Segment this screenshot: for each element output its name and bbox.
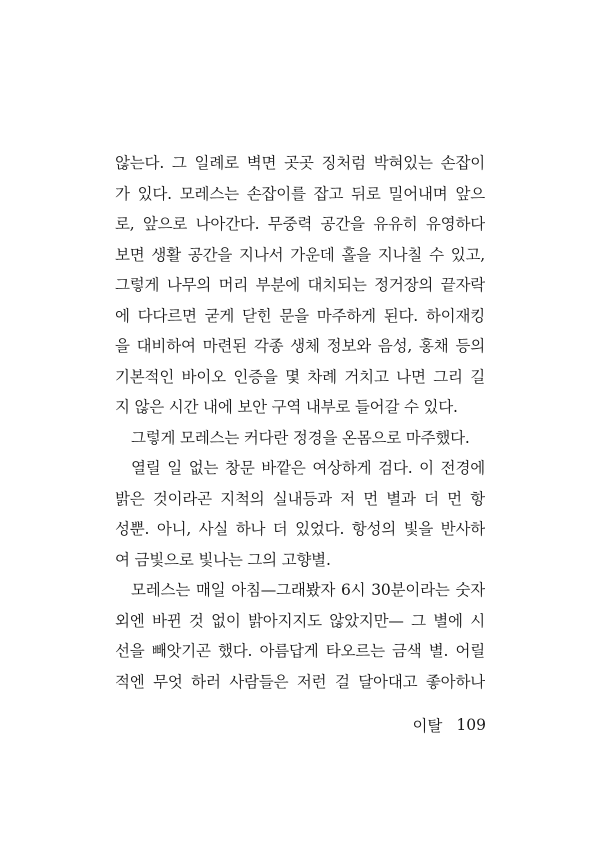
- text-line-5: 그렇게 나무의 머리 부분에 대치되는 정거장의 끝자락: [115, 276, 485, 294]
- text-line-13: 성뿐. 아니, 사실 하나 더 있었다. 항성의 빛을 반사하: [115, 520, 485, 538]
- text-line-17: 선을 빼앗기곤 했다. 아름답게 타오르는 금색 별. 어릴: [115, 642, 485, 660]
- text-line-18: 적엔 무엇 하러 사람들은 저런 걸 달아대고 좋아하나: [115, 672, 485, 691]
- text-line-2: 가 있다. 모레스는 손잡이를 잡고 뒤로 밀어내며 앞으: [115, 184, 485, 203]
- text-line-4: 보면 생활 공간을 지나서 가운데 홀을 지나칠 수 있고,: [115, 245, 485, 264]
- text-line-14: 여 금빛으로 빛나는 그의 고향별.: [115, 550, 331, 569]
- text-line-6: 에 다다르면 굳게 닫힌 문을 마주하게 된다. 하이재킹: [115, 306, 485, 325]
- text-line-15: 모레스는 매일 아침—그래봤자 6시 30분이라는 숫자: [131, 581, 485, 599]
- text-line-9: 지 않은 시간 내에 보안 구역 내부로 들어갈 수 있다.: [115, 398, 458, 416]
- text-line-12: 밝은 것이라곤 지척의 실내등과 저 먼 별과 더 먼 항: [115, 489, 485, 508]
- text-line-16: 외엔 바뀐 것 없이 밝아지지도 않았지만— 그 별에 시: [115, 611, 485, 630]
- text-line-8: 기본적인 바이오 인증을 몇 차례 거치고 나면 그리 길: [115, 367, 485, 386]
- running-title: 이탈: [412, 717, 443, 735]
- page-footer: [380, 712, 486, 738]
- text-line-3: 로, 앞으로 나아간다. 무중력 공간을 유유히 유영하다: [115, 215, 485, 233]
- body-text: [115, 148, 485, 697]
- text-line-10: 그렇게 모레스는 커다란 정경을 온몸으로 마주했다.: [131, 428, 470, 447]
- text-line-11: 열릴 일 없는 창문 바깥은 여상하게 검다. 이 전경에: [131, 459, 485, 477]
- page-number: 109: [456, 716, 486, 734]
- text-line-7: 을 대비하여 마련된 각종 생체 정보와 음성, 홍채 등의: [115, 337, 485, 355]
- text-line-1: 않는다. 그 일례로 벽면 곳곳 징처럼 박혀있는 손잡이: [115, 154, 485, 172]
